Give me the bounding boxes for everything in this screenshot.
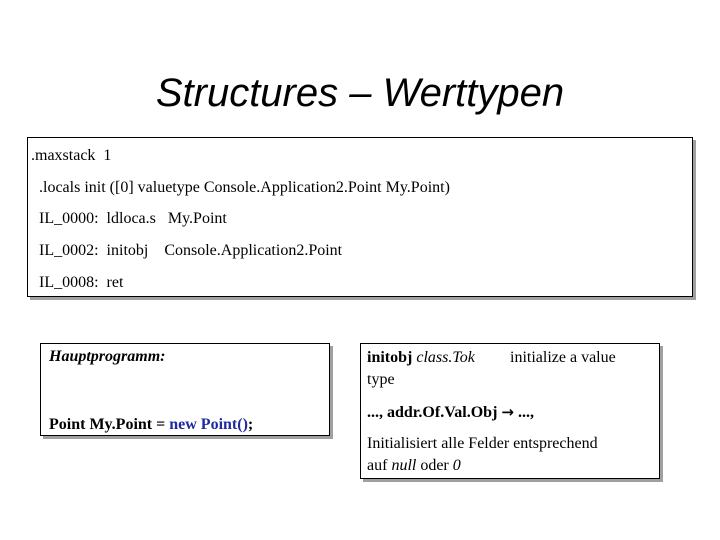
program-statement: [49, 415, 253, 435]
il-code-box: [27, 137, 693, 297]
note-oder: oder: [416, 457, 453, 474]
stack-after: ...,: [517, 404, 534, 421]
opcode-name: initobj: [367, 349, 413, 366]
opcode-summary: initialize a value: [510, 349, 616, 366]
statement-declaration: Point My.Point: [49, 416, 153, 433]
note-null: null: [391, 457, 417, 474]
slide-title: Structures – Werttypen: [155, 71, 565, 115]
note-line-2: [367, 456, 461, 476]
note-zero: 0: [452, 457, 461, 474]
right-arrow-icon: →: [501, 403, 514, 421]
initobj-signature: [367, 348, 475, 368]
code-line-ret: IL_0008: ret: [39, 274, 124, 291]
note-line-1: Initialisiert alle Felder entsprechend: [367, 435, 598, 452]
code-line-maxstack: .maxstack 1: [31, 147, 112, 164]
stack-before: ..., addr.Of.Val.Obj: [367, 404, 498, 421]
opcode-operand: class.Tok: [412, 349, 475, 366]
code-line-locals: .locals init ([0] valuetype Console.Application2.Point My.Point): [39, 179, 450, 196]
note-auf: auf: [367, 457, 392, 474]
statement-equals: =: [152, 416, 170, 433]
program-heading: Hauptprogramm:: [49, 348, 166, 365]
stack-transition: [367, 402, 534, 423]
statement-new-expression: new Point(): [169, 416, 248, 433]
initobj-description-box: [360, 343, 660, 479]
opcode-summary-cont: type: [367, 371, 395, 388]
code-line-initobj: IL_0002: initobj Console.Application2.Point: [39, 242, 343, 259]
statement-terminator: ;: [247, 416, 254, 433]
main-program-box: [40, 343, 330, 436]
code-line-ldloca: IL_0000: ldloca.s My.Point: [39, 210, 227, 227]
